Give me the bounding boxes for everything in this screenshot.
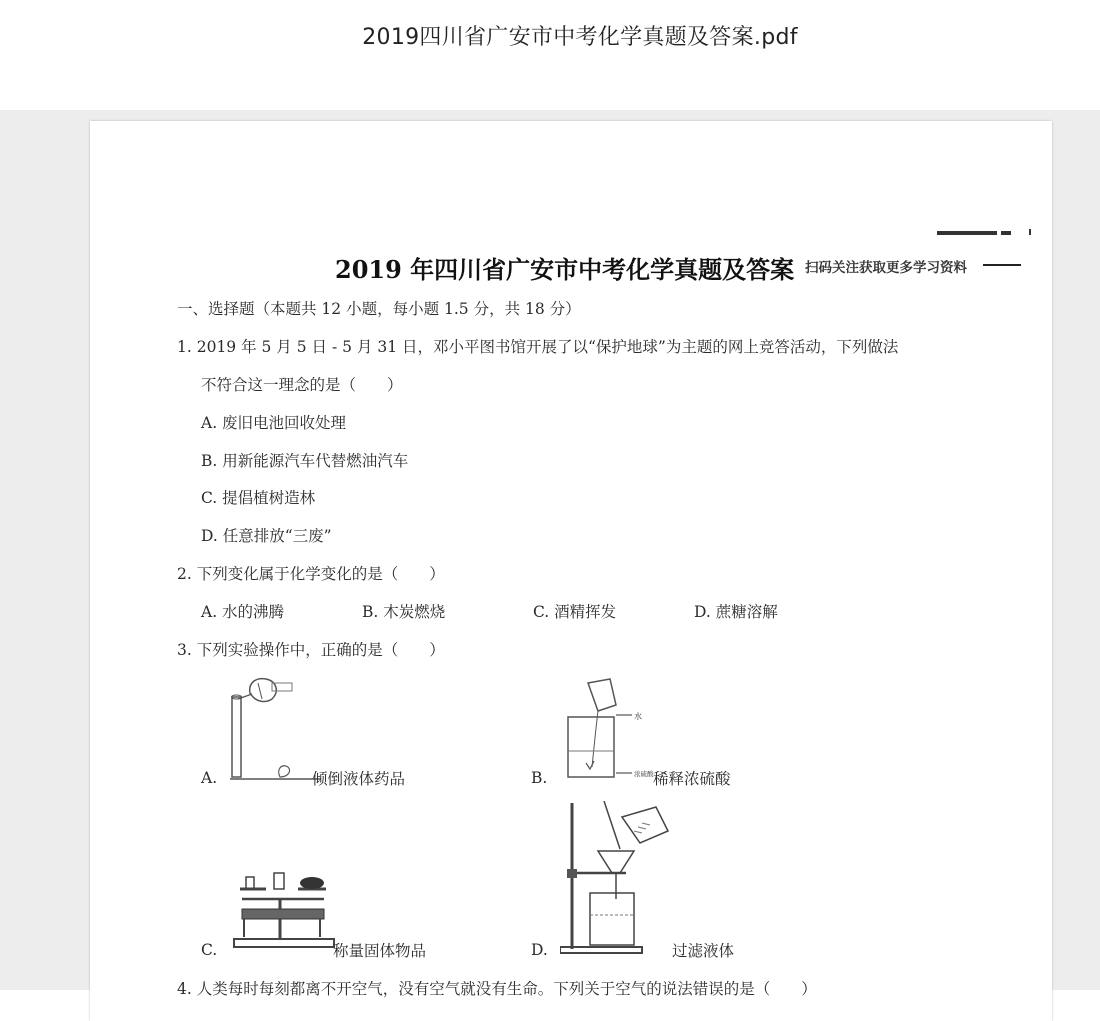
q3-stem: 3. 下列实验操作中，正确的是（ ） — [177, 641, 445, 659]
q2-option-b: B. 木炭燃烧 — [362, 603, 446, 621]
q4-stem: 4. 人类每时每刻都离不开空气，没有空气就没有生命。下列关于空气的说法错误的是（ ） — [177, 980, 817, 998]
q2-option-d: D. 蔗糖溶解 — [694, 603, 778, 621]
watermark-line — [983, 264, 1021, 266]
q1-option-a: A. 废旧电池回收处理 — [201, 414, 347, 432]
pdf-page — [90, 121, 1052, 1021]
q3-option-d-caption: 过滤液体 — [672, 942, 735, 960]
q3-option-b-letter: B. — [531, 769, 548, 787]
watermark-top-mark — [937, 229, 1033, 236]
q3-option-a-letter: A. — [201, 769, 218, 787]
q1-stem-line2: 不符合这一理念的是（ ） — [201, 376, 403, 394]
q3-option-a-caption: 倾倒液体药品 — [312, 770, 406, 788]
q1-stem-line1: 1. 2019 年 5 月 5 日 - 5 月 31 日，邓小平图书馆开展了以“保护地球”为主题的网上竞答活动，下列做法 — [177, 338, 899, 356]
q1-option-d: D. 任意排放“三废” — [201, 527, 332, 545]
figure-b-water-label: 水 — [634, 712, 642, 721]
figure-balance — [228, 869, 338, 951]
q3-option-c-caption: 称量固体物品 — [333, 942, 427, 960]
figure-diluting-acid — [558, 677, 658, 782]
exam-title: 2019 年四川省广安市中考化学真题及答案 — [335, 255, 795, 284]
q3-option-c-letter: C. — [201, 941, 218, 959]
title-bar — [0, 0, 1100, 110]
q3-option-b-caption: 稀释浓硫酸 — [653, 770, 731, 788]
document-title: 2019四川省广安市中考化学真题及答案.pdf — [362, 25, 798, 50]
figure-filtration — [560, 801, 670, 956]
q2-stem: 2. 下列变化属于化学变化的是（ ） — [177, 565, 445, 583]
q3-option-d-letter: D. — [531, 941, 548, 959]
q2-option-a: A. 水的沸腾 — [201, 603, 285, 621]
figure-b-acid-label: 浓硫酸 — [634, 770, 654, 778]
q1-option-c: C. 提倡植树造林 — [201, 489, 316, 507]
figure-pouring-liquid — [226, 669, 326, 784]
q1-option-b: B. 用新能源汽车代替燃油汽车 — [201, 452, 409, 470]
watermark-text: 扫码关注获取更多学习资料 — [805, 260, 967, 276]
section-header: 一、选择题（本题共 12 小题，每小题 1.5 分，共 18 分） — [177, 300, 581, 318]
q2-option-c: C. 酒精挥发 — [533, 603, 617, 621]
